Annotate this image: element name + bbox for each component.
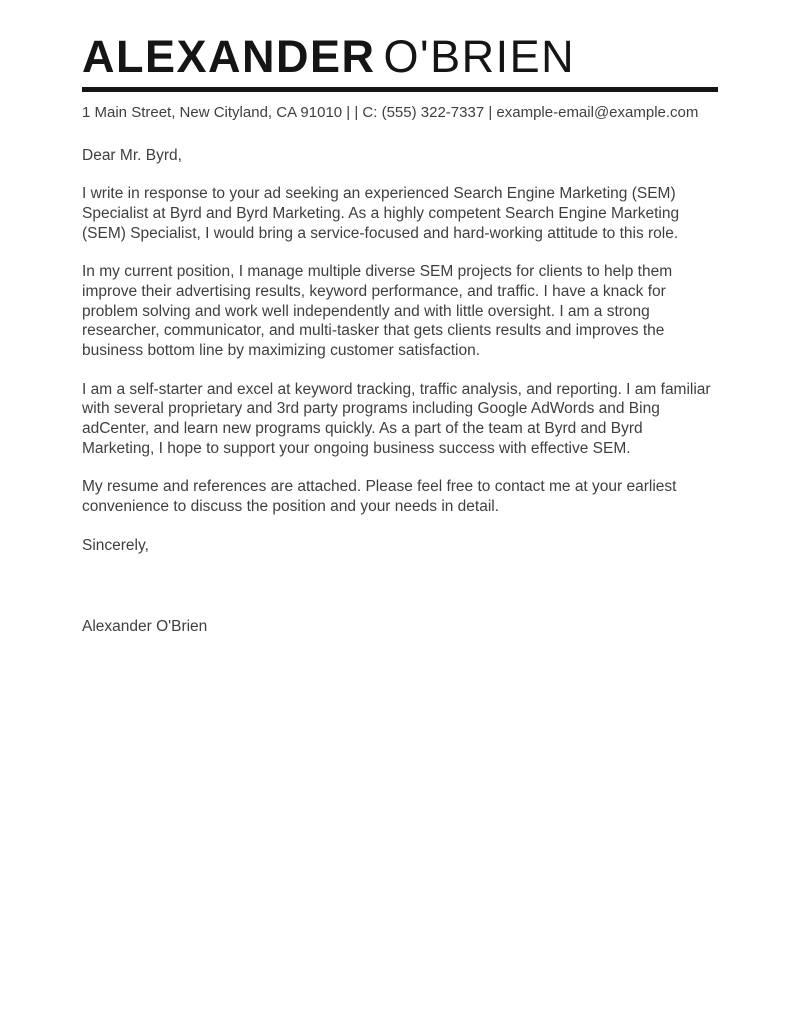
letter-body <box>82 146 718 637</box>
contact-line: 1 Main Street, New Cityland, CA 91010 | | C: (555) 322-7337 | example-email@example.com <box>82 104 699 121</box>
last-name: O'BRIEN <box>383 31 576 82</box>
paragraph-1: I write in response to your ad seeking an experienced Search Engine Marketing (SEM) Specialist at Byrd and Byrd Marketing. As a highly competent Search Engine Marketing (SEM) Specialist, I would bring a service-focused and hard-working attitude to this role. <box>82 185 680 242</box>
signature: Alexander O'Brien <box>82 618 208 636</box>
paragraph-4: My resume and references are attached. Please feel free to contact me at your earliest convenience to discuss the position and your needs in detail. <box>82 478 677 515</box>
first-name: ALEXANDER <box>82 31 376 82</box>
header-divider <box>82 87 718 92</box>
closing: Sincerely, <box>82 536 149 554</box>
paragraph-2: In my current position, I manage multiple diverse SEM projects for clients to help them improve their advertising results, keyword performance, and traffic. I have a knack for problem solving and work well independently and with little oversight. I am a strong researcher, communicator, and multi-tasker that gets clients results and improves the business bottom line by maximizing customer satisfaction. <box>82 263 673 359</box>
name-heading <box>82 31 718 82</box>
paragraph-3: I am a self-starter and excel at keyword tracking, traffic analysis, and reporting. I am familiar with several proprietary and 3rd party programs including Google AdWords and Bing adCenter, and learn new programs quickly. As a part of the team at Byrd and Byrd Marketing, I hope to support your ongoing business success with effective SEM. <box>82 380 711 457</box>
salutation: Dear Mr. Byrd, <box>82 146 182 164</box>
